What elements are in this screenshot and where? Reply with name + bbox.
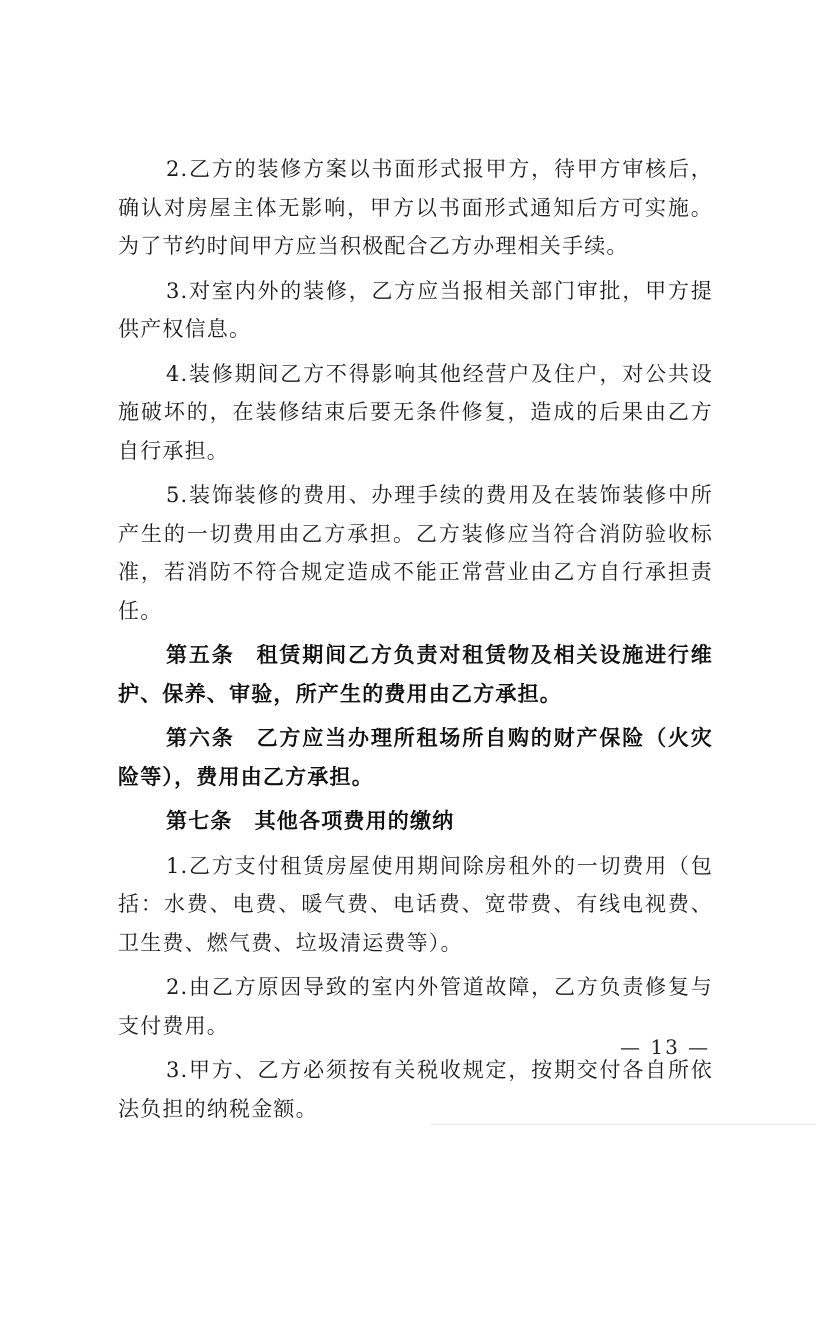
article-7-text: 其他各项费用的缴纳 (254, 809, 455, 833)
paragraph-item-2: 2.乙方的装修方案以书面形式报甲方，待甲方审核后，确认对房屋主体无影响，甲方以书面形式通知后方可实施。为了节约时间甲方应当积极配合乙方办理相关手续。 (118, 157, 713, 258)
paragraph-item-4: 4.装修期间乙方不得影响其他经营户及住户，对公共设施破坏的，在装修结束后要无条件修复，造成的后果由乙方自行承担。 (118, 361, 713, 463)
page-number: — 13 — (620, 1035, 711, 1059)
article-7-item-1: 1.乙方支付租赁房屋使用期间除房租外的一切费用（包括：水费、电费、暖气费、电话费、宽带费、有线电视费、卫生费、燃气费、垃圾清运费等）。 (118, 853, 713, 955)
article-6-text: 乙方应当办理所租场所自购的财产保险（火灾险等），费用由乙方承担。 (118, 726, 713, 789)
paragraph-item-3: 3.对室内外的装修，乙方应当报相关部门审批，甲方提供产权信息。 (118, 278, 713, 341)
article-7-item-3: 3.甲方、乙方必须按有关税收规定，按期交付各自所依法负担的纳税金额。 (118, 1058, 713, 1121)
document-body (118, 150, 713, 1134)
paragraph-item-5: 5.装饰装修的费用、办理手续的费用及在装饰装修中所产生的一切费用由乙方承担。乙方装修应当符合消防验收标准，若消防不符合规定造成不能正常营业由乙方自行承担责任。 (118, 483, 713, 623)
article-6-label: 第六条 (166, 726, 235, 750)
article-5 (118, 636, 713, 713)
article-6 (118, 719, 713, 796)
article-7-item-2: 2.由乙方原因导致的室内外管道故障，乙方负责修复与支付费用。 (118, 975, 713, 1038)
article-5-label: 第五条 (166, 643, 235, 667)
article-5-text: 租赁期间乙方负责对租赁物及相关设施进行维护、保养、审验，所产生的费用由乙方承担。 (118, 643, 713, 706)
article-7-label: 第七条 (166, 809, 233, 833)
article-7 (118, 802, 713, 841)
scan-edge-divider (430, 1124, 816, 1125)
